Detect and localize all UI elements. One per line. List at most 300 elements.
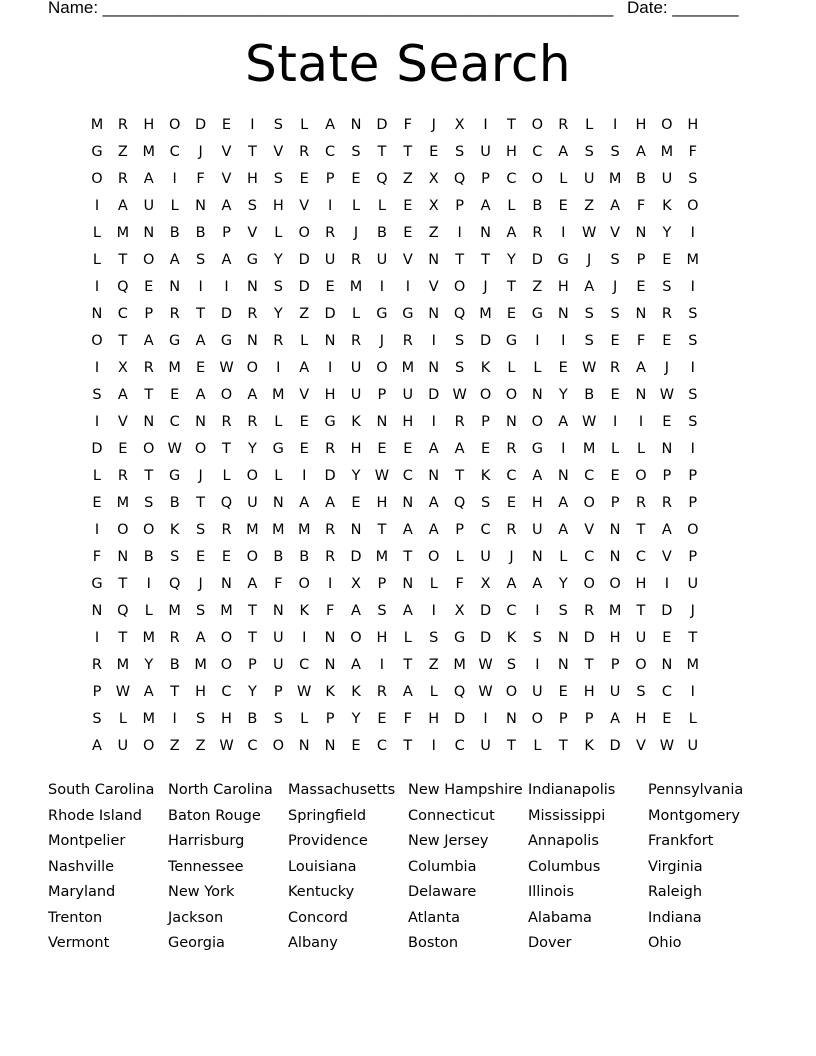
grid-letter: F [403, 711, 412, 727]
grid-row [84, 355, 732, 382]
grid-letter: D [583, 630, 595, 646]
grid-letter: N [324, 333, 336, 349]
grid-letter: C [635, 549, 647, 565]
grid-letter: W [582, 414, 597, 430]
grid-letter: D [428, 387, 440, 403]
grid-letter: Y [351, 711, 361, 727]
grid-letter: A [169, 252, 180, 268]
grid-letter: Y [273, 306, 283, 322]
grid-letter: D [194, 117, 207, 133]
grid-letter: N [428, 360, 440, 376]
grid-letter: P [273, 684, 283, 700]
grid-letter: N [428, 252, 440, 268]
grid-letter: S [688, 306, 698, 322]
grid-letter: G [505, 333, 518, 349]
grid-letter: B [169, 657, 180, 673]
grid-letter: U [583, 171, 595, 187]
grid-letter: L [300, 711, 309, 727]
grid-letter: M [90, 117, 104, 133]
grid-letter: I [535, 333, 540, 349]
grid-letter: F [636, 198, 646, 214]
grid-letter: M [220, 603, 233, 619]
grid-letter: G [91, 144, 103, 160]
grid-letter: T [222, 441, 231, 457]
grid-letter: S [584, 333, 594, 349]
grid-letter: O [194, 441, 207, 457]
grid-letter: R [635, 495, 647, 511]
word-bank-item: South Carolina [48, 782, 155, 798]
grid-letter: I [561, 441, 566, 457]
grid-letter: R [325, 441, 336, 457]
grid-letter: O [246, 360, 259, 376]
grid-letter: Y [144, 657, 154, 673]
grid-letter: F [325, 603, 335, 619]
grid-letter: Z [428, 225, 439, 241]
grid-letter: C [506, 468, 517, 484]
grid-letter: V [117, 414, 128, 430]
word-bank-item: Annapolis [528, 833, 599, 849]
page-title: State Search [244, 35, 572, 93]
grid-letter: S [558, 603, 568, 619]
grid-letter: M [453, 657, 466, 673]
grid-letter: T [196, 495, 205, 511]
grid-letter: A [428, 495, 439, 511]
grid-letter: A [325, 495, 336, 511]
grid-letter: M [142, 144, 156, 160]
grid-letter: V [428, 279, 439, 295]
word-bank-item: Baton Rouge [168, 807, 261, 824]
grid-letter: I [431, 414, 436, 430]
grid-letter: D [324, 306, 336, 322]
grid-letter: O [117, 522, 129, 538]
grid-letter: L [533, 360, 542, 376]
grid-letter: I [690, 279, 695, 295]
grid-letter: O [376, 360, 388, 376]
grid-letter: E [299, 441, 309, 457]
grid-letter: H [246, 171, 258, 187]
grid-letter: P [662, 468, 672, 484]
grid-letter: N [635, 387, 647, 403]
grid-letter: H [506, 144, 517, 160]
grid-letter: I [94, 414, 100, 430]
word-bank-item: Tennessee [168, 858, 244, 875]
grid-letter: L [274, 468, 283, 484]
grid-letter: T [170, 684, 180, 700]
grid-letter: S [170, 549, 180, 565]
grid-letter: M [194, 657, 207, 673]
grid-letter: M [246, 522, 259, 538]
word-bank-item: Connecticut [408, 807, 495, 824]
grid-letter: Y [507, 252, 516, 268]
grid-letter: E [221, 117, 232, 133]
grid-letter: Q [453, 684, 466, 700]
grid-letter: T [481, 252, 490, 268]
grid-letter: L [455, 549, 464, 565]
grid-letter: D [479, 630, 492, 646]
grid-letter: H [272, 198, 284, 214]
grid-letter: O [143, 252, 155, 268]
grid-letter: A [143, 333, 154, 349]
grid-letter: A [636, 360, 646, 376]
grid-letter: N [195, 198, 206, 214]
word-bank-item: Indianapolis [528, 782, 616, 798]
header-line [48, 0, 748, 20]
grid-letter: T [455, 468, 465, 484]
grid-letter: C [584, 549, 595, 565]
word-bank-item: New York [168, 884, 235, 900]
grid-letter: L [300, 117, 309, 133]
grid-letter: L [533, 738, 542, 754]
word-bank-item: Virginia [648, 858, 703, 875]
grid-letter: E [351, 738, 361, 754]
grid-letter: U [532, 522, 543, 538]
grid-letter: O [687, 198, 699, 214]
grid-letter: X [428, 171, 439, 187]
grid-letter: A [402, 603, 413, 619]
grid-letter: M [272, 387, 285, 403]
grid-letter: S [506, 657, 517, 673]
grid-row [84, 274, 732, 301]
grid-letter: O [246, 468, 259, 484]
grid-letter: I [94, 279, 100, 295]
grid-letter: K [662, 198, 672, 214]
grid-letter: I [94, 198, 100, 214]
grid-letter: O [428, 549, 440, 565]
grid-row [84, 625, 732, 652]
grid-letter: L [118, 711, 127, 727]
word-bank-item: Kentucky [288, 884, 355, 900]
grid-letter: R [221, 414, 232, 430]
word-bank-item: Albany [288, 935, 338, 951]
grid-letter: O [583, 576, 595, 592]
grid-letter: O [635, 657, 647, 673]
grid-letter: X [428, 198, 439, 214]
grid-letter: I [612, 414, 618, 430]
grid-letter: J [509, 549, 514, 565]
grid-letter: J [612, 279, 618, 295]
grid-letter: N [402, 495, 414, 511]
grid-letter: L [429, 576, 438, 592]
grid-letter: O [661, 117, 673, 133]
grid-letter: U [143, 198, 155, 214]
grid-letter: C [402, 468, 413, 484]
grid-letter: R [143, 360, 154, 376]
grid-letter: W [219, 738, 234, 754]
grid-letter: B [273, 549, 284, 565]
grid-letter: I [612, 117, 618, 133]
grid-letter: N [557, 468, 569, 484]
grid-letter: X [117, 360, 128, 376]
grid-letter: G [246, 252, 259, 268]
grid-letter: I [379, 279, 385, 295]
grid-letter: R [299, 144, 310, 160]
grid-letter: V [247, 225, 258, 241]
grid-letter: P [481, 414, 490, 430]
grid-letter: L [429, 684, 438, 700]
grid-letter: M [116, 225, 130, 241]
word-bank-item: Concord [288, 909, 348, 926]
grid-letter: I [94, 360, 100, 376]
grid-letter: U [532, 684, 543, 700]
grid-letter: O [220, 630, 233, 646]
grid-letter: T [118, 576, 128, 592]
grid-row [84, 571, 732, 598]
grid-letter: Q [117, 279, 129, 295]
grid-letter: O [220, 657, 233, 673]
grid-letter: K [480, 468, 491, 484]
grid-letter: N [661, 441, 673, 457]
grid-letter: R [325, 522, 336, 538]
grid-letter: J [690, 603, 695, 619]
grid-letter: I [431, 333, 436, 349]
grid-letter: S [610, 252, 620, 268]
grid-letter: I [405, 279, 410, 295]
word-bank-item: Raleigh [648, 884, 703, 900]
grid-letter: T [403, 657, 413, 673]
grid-letter: W [478, 657, 493, 673]
grid-letter: I [431, 738, 436, 754]
grid-letter: U [324, 252, 336, 268]
grid-letter: E [610, 333, 620, 349]
grid-letter: N [246, 279, 258, 295]
grid-letter: M [608, 603, 622, 619]
grid-letter: E [170, 387, 180, 403]
name-field-label: Name: ______________________________________________________ [48, 0, 614, 17]
grid-letter: R [610, 360, 621, 376]
grid-letter: O [453, 279, 466, 295]
grid-letter: I [250, 117, 255, 133]
grid-letter: O [91, 333, 103, 349]
grid-letter: N [557, 306, 569, 322]
grid-letter: I [94, 630, 100, 646]
grid-letter: D [376, 117, 388, 133]
grid-letter: L [377, 198, 386, 214]
grid-row [84, 409, 732, 436]
grid-letter: V [299, 198, 310, 214]
grid-letter: S [688, 414, 698, 430]
grid-letter: U [376, 252, 388, 268]
grid-letter: H [635, 576, 647, 592]
grid-letter: O [583, 495, 595, 511]
word-bank-item: Columbus [528, 858, 601, 875]
grid-letter: P [584, 711, 594, 727]
grid-letter: O [143, 738, 155, 754]
grid-letter: U [350, 387, 362, 403]
grid-letter: N [557, 630, 569, 646]
grid-letter: R [584, 603, 595, 619]
grid-letter: L [351, 198, 361, 214]
grid-letter: A [221, 252, 232, 268]
grid-letter: N [531, 387, 543, 403]
grid-letter: S [610, 144, 620, 160]
grid-letter: T [118, 333, 128, 349]
grid-letter: V [273, 144, 284, 160]
grid-row [84, 382, 732, 409]
grid-letter: H [195, 684, 207, 700]
grid-letter: G [531, 441, 543, 457]
grid-letter: M [272, 522, 285, 538]
word-bank-item: Trenton [48, 909, 103, 926]
word-bank-item: Dover [528, 935, 572, 951]
grid-row [84, 706, 732, 733]
grid-letter: P [377, 576, 387, 592]
grid-letter: N [169, 279, 181, 295]
grid-letter: U [350, 360, 362, 376]
grid-letter: E [662, 414, 672, 430]
grid-letter: T [455, 252, 465, 268]
grid-letter: L [274, 414, 283, 430]
grid-letter: S [532, 630, 542, 646]
grid-row [84, 166, 732, 193]
grid-letter: E [506, 306, 517, 322]
word-bank-item: Vermont [48, 935, 110, 951]
grid-letter: U [480, 549, 491, 565]
grid-letter: B [195, 225, 206, 241]
grid-letter: I [431, 603, 436, 619]
grid-letter: M [116, 495, 130, 511]
word-bank-item: Alabama [528, 909, 592, 926]
grid-letter: S [273, 117, 283, 133]
grid-letter: G [169, 468, 181, 484]
grid-letter: V [221, 171, 232, 187]
grid-letter: A [506, 576, 517, 592]
grid-letter: M [168, 360, 181, 376]
grid-letter: G [376, 306, 388, 322]
grid-letter: N [143, 414, 155, 430]
grid-letter: L [92, 468, 101, 484]
grid-letter: H [531, 495, 543, 511]
grid-letter: I [561, 333, 566, 349]
grid-letter: A [117, 198, 128, 214]
grid-letter: R [661, 495, 672, 511]
grid-letter: A [402, 684, 413, 700]
grid-letter: S [584, 306, 594, 322]
grid-letter: R [532, 225, 543, 241]
word-bank-item: Frankfort [648, 833, 714, 849]
grid-letter: N [350, 522, 362, 538]
grid-letter: A [195, 630, 206, 646]
grid-row [84, 463, 732, 490]
grid-letter: R [454, 414, 465, 430]
grid-letter: T [144, 468, 154, 484]
grid-letter: E [636, 279, 646, 295]
grid-letter: E [662, 711, 672, 727]
grid-letter: N [246, 333, 258, 349]
grid-letter: A [532, 576, 543, 592]
grid-letter: I [483, 117, 488, 133]
grid-letter: N [531, 549, 543, 565]
grid-letter: R [558, 117, 569, 133]
grid-letter: A [117, 387, 128, 403]
grid-letter: C [325, 144, 336, 160]
grid-letter: U [402, 387, 414, 403]
grid-letter: U [480, 738, 491, 754]
grid-letter: T [196, 306, 205, 322]
grid-letter: V [636, 738, 646, 754]
grid-letter: N [221, 576, 232, 592]
grid-letter: Z [117, 144, 128, 160]
grid-letter: H [583, 684, 595, 700]
grid-letter: R [247, 414, 258, 430]
grid-letter: T [118, 252, 128, 268]
grid-letter: A [91, 738, 102, 754]
grid-letter: D [350, 549, 362, 565]
grid-letter: J [198, 576, 203, 592]
grid-letter: F [636, 333, 646, 349]
word-bank-item: Atlanta [408, 909, 461, 926]
grid-letter: W [659, 387, 675, 403]
grid-letter: U [609, 684, 621, 700]
grid-letter: S [688, 333, 698, 349]
grid-letter: S [610, 306, 620, 322]
grid-letter: L [92, 225, 101, 241]
grid-letter: A [584, 279, 595, 295]
word-bank-item: Columbia [408, 858, 477, 875]
grid-letter: S [195, 603, 206, 619]
grid-letter: B [299, 549, 310, 565]
grid-letter: P [325, 711, 335, 727]
grid-letter: M [349, 279, 363, 295]
grid-letter: E [92, 495, 102, 511]
word-bank-item: Ohio [648, 935, 682, 951]
grid-letter: Z [402, 171, 413, 187]
grid-letter: L [144, 603, 153, 619]
grid-letter: N [91, 603, 103, 619]
letter-grid [84, 112, 732, 760]
grid-letter: T [144, 387, 154, 403]
grid-letter: H [635, 117, 647, 133]
grid-letter: N [635, 306, 647, 322]
grid-letter: A [143, 171, 154, 187]
grid-letter: W [582, 225, 597, 241]
grid-letter: G [454, 630, 466, 646]
grid-letter: H [402, 414, 414, 430]
grid-letter: X [480, 576, 491, 592]
grid-letter: D [531, 252, 543, 268]
word-bank-item: Harrisburg [168, 833, 245, 849]
grid-letter: R [350, 252, 362, 268]
grid-letter: I [690, 225, 695, 241]
grid-letter: W [219, 360, 234, 376]
grid-letter: N [350, 117, 362, 133]
grid-letter: E [299, 414, 309, 430]
grid-letter: E [558, 360, 568, 376]
grid-letter: S [247, 198, 257, 214]
grid-letter: M [142, 711, 156, 727]
grid-letter: J [431, 117, 436, 133]
grid-letter: K [584, 738, 594, 754]
grid-letter: A [195, 387, 206, 403]
grid-row [84, 598, 732, 625]
grid-letter: Z [428, 657, 439, 673]
grid-letter: A [247, 387, 258, 403]
grid-letter: J [379, 333, 385, 349]
grid-letter: E [480, 441, 491, 457]
grid-letter: K [506, 630, 517, 646]
grid-letter: W [582, 360, 597, 376]
grid-letter: I [94, 522, 100, 538]
grid-letter: P [610, 657, 620, 673]
grid-letter: D [479, 603, 492, 619]
grid-letter: S [377, 603, 387, 619]
grid-letter: N [506, 414, 517, 430]
grid-letter: U [247, 495, 258, 511]
grid-letter: I [690, 684, 695, 700]
grid-letter: L [274, 225, 283, 241]
grid-letter: L [636, 441, 646, 457]
grid-letter: O [298, 576, 310, 592]
grid-letter: O [687, 522, 699, 538]
